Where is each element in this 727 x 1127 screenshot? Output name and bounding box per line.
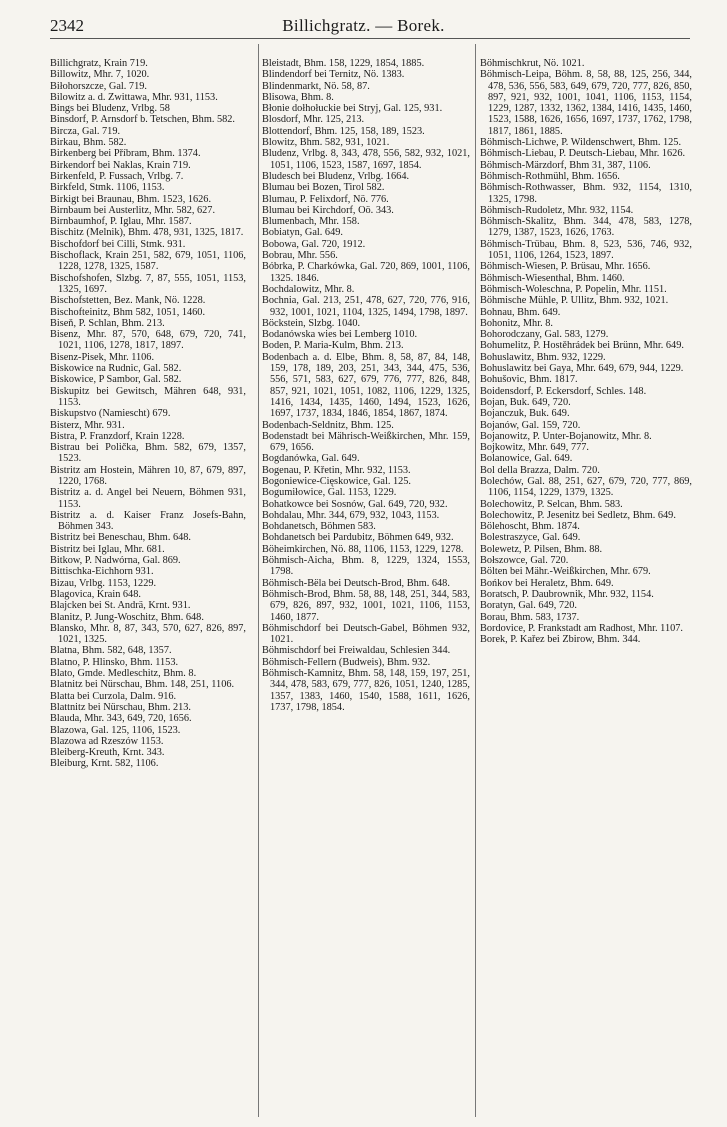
index-entry: Birkenfeld, P. Fussach, Vrlbg. 7.: [50, 170, 184, 182]
index-entry: Blisowa, Bhm. 8.: [262, 91, 334, 103]
index-entry: Bolechów, Gal. 88, 251, 627, 679, 720, 777, 869, 1106, 1154, 1229, 1379, 1325.: [480, 475, 692, 499]
index-entry: Bludesch bei Bludenz, Vrlbg. 1664.: [262, 170, 410, 182]
index-entry: Böhmisch-Wiesen, P. Brüsau, Mhr. 1656.: [480, 261, 651, 273]
index-entry: Bistrau bei Polička, Bhm. 582, 679, 1357, 1523.: [50, 442, 246, 465]
index-entry: Birkenberg bei Příbram, Bhm. 1374.: [50, 148, 201, 160]
index-entry: Boratyn, Gal. 649, 720.: [480, 600, 577, 612]
index-entry: Bolechowitz, P. Jesenitz bei Sedletz, Bhm. 649.: [480, 509, 676, 521]
index-entry: Blowitz, Bhm. 582, 931, 1021.: [262, 137, 390, 149]
index-entry: Bistritz bei Iglau, Mhr. 681.: [50, 543, 165, 555]
index-entry: Bolechowitz, P. Selcan, Bhm. 583.: [480, 498, 623, 510]
header-rule: [50, 38, 690, 39]
index-entry: Boidensdorf, P. Eckersdorf, Schles. 148.: [480, 385, 647, 397]
index-entry: Bońkov bei Heraletz, Bhm. 649.: [480, 577, 614, 589]
index-entry: Blatnitz bei Nürschau, Bhm. 148, 251, 1106.: [50, 679, 235, 691]
index-entry: Bobowa, Gal. 720, 1912.: [262, 238, 366, 250]
index-entry: Birkendorf bei Naklas, Krain 719.: [50, 159, 191, 171]
index-entry: Böhmischkrut, Nö. 1021.: [480, 58, 585, 69]
column-divider: [475, 44, 476, 1117]
page-number: 2342: [50, 16, 84, 35]
index-entry: Blumau, P. Felixdorf, Nö. 776.: [262, 193, 389, 205]
index-entry: Blajcken bei St. Andrä, Krnt. 931.: [50, 600, 191, 612]
index-entry: Bohušovic, Bhm. 1817.: [480, 374, 578, 386]
index-entry: Böhmisch-Brod, Bhm. 58, 88, 148, 251, 344, 583, 679, 826, 897, 932, 1001, 1021, 1106, 1153, 1460, 1877.: [262, 588, 470, 623]
index-entry: Bojan, Buk. 649, 720.: [480, 396, 571, 408]
index-entry: Bohdalau, Mhr. 344, 679, 932, 1043, 1153.: [262, 509, 440, 521]
index-entry: Bistra, P. Franzdorf, Krain 1228.: [50, 430, 185, 442]
index-entry: Bilowitz a. d. Zwittawa, Mhr. 931, 1153.: [50, 91, 218, 103]
index-entry: Bohuslawitz bei Gaya, Mhr. 649, 679, 944, 1229.: [480, 363, 684, 375]
index-entry: Birkigt bei Braunau, Bhm. 1523, 1626.: [50, 193, 212, 205]
index-entry: Blauda, Mhr. 343, 649, 720, 1656.: [50, 713, 192, 725]
index-entry: Blottendorf, Bhm. 125, 158, 189, 1523.: [262, 125, 425, 137]
index-entry: Böhmisch-Rudoletz, Mhr. 932, 1154.: [480, 204, 634, 216]
index-entry: Bołszowce, Gal. 720.: [480, 555, 569, 567]
index-entry: Bobrau, Mhr. 556.: [262, 250, 338, 262]
index-entry: Bischitz (Melnik), Bhm. 478, 931, 1325, 1817.: [50, 227, 244, 239]
index-entry: Bolewetz, P. Pilsen, Bhm. 88.: [480, 543, 603, 555]
index-entry: Bisterz, Mhr. 931.: [50, 419, 125, 431]
index-entry: Bolanowice, Gal. 649.: [480, 453, 573, 465]
index-entry: Billowitz, Mhr. 7, 1020.: [50, 69, 150, 81]
index-entry: Bohdanetsch bei Pardubitz, Böhmen 649, 932.: [262, 532, 454, 544]
index-entry: Bogoniewice-Cięskowice, Gal. 125.: [262, 475, 411, 487]
index-entry: Blansko, Mhr. 8, 87, 343, 570, 627, 826, 897, 1021, 1325.: [50, 622, 246, 646]
index-entry: Böhmischdorf bei Deutsch-Gabel, Böhmen 932, 1021.: [262, 622, 470, 646]
index-entry: Biskowice, P Sambor, Gal. 582.: [50, 374, 182, 386]
index-entry: Blazowa, Gal. 125, 1106, 1523.: [50, 724, 181, 736]
index-entry: Böhmisch-Skalitz, Bhm. 344, 478, 583, 1278, 1279, 1387, 1523, 1626, 1763.: [480, 216, 692, 239]
index-entry: Bogumiłowice, Gal. 1153, 1229.: [262, 487, 397, 499]
index-entry: Bisenz-Pisek, Mhr. 1106.: [50, 351, 155, 363]
index-entry: Bol della Brazza, Dalm. 720.: [480, 464, 600, 476]
index-entry: Billichgratz, Krain 719.: [50, 58, 148, 69]
index-entry: Blato, Gmde. Medleschitz, Bhm. 8.: [50, 668, 197, 680]
index-entry: Böhmisch-Wiesenthal, Bhm. 1460.: [480, 272, 625, 284]
index-entry: Böhmisch-Liebau, P. Deutsch-Liebau, Mhr. 1626.: [480, 148, 686, 160]
index-entry: Biskupstvo (Namiescht) 679.: [50, 408, 171, 420]
index-entry: Bings bei Bludenz, Vrlbg. 58: [50, 103, 170, 115]
index-column-3: [480, 58, 692, 645]
index-entry: Blattnitz bei Nürschau, Bhm. 213.: [50, 701, 191, 713]
index-entry: Bircza, Gal. 719.: [50, 125, 121, 137]
index-entry: Böheimkirchen, Nö. 88, 1106, 1153, 1229, 1278.: [262, 543, 464, 555]
index-entry: Böhmische Mühle, P. Ullitz, Bhm. 932, 1021.: [480, 295, 669, 307]
index-entry: Bochdalowitz, Mhr. 8.: [262, 283, 355, 295]
index-entry: Blatta bei Curzola, Dalm. 916.: [50, 690, 177, 702]
index-entry: Bitkow, P. Nadwórna, Gal. 869.: [50, 555, 181, 567]
index-entry: Böhmisch-Bëla bei Deutsch-Brod, Bhm. 648.: [262, 577, 450, 589]
index-entry: Bittischka-Eichhorn 931.: [50, 566, 154, 578]
index-entry: Bohuslawitz, Bhm. 932, 1229.: [480, 351, 606, 363]
index-entry: Bolestraszyce, Gal. 649.: [480, 532, 581, 544]
index-entry: Bojanów, Gal. 159, 720.: [480, 419, 581, 431]
index-entry: Blumau bei Kirchdorf, Oö. 343.: [262, 204, 394, 216]
index-entry: Birnbaum bei Austerlitz, Mhr. 582, 627.: [50, 204, 216, 216]
index-entry: Bleistadt, Bhm. 158, 1229, 1854, 1885.: [262, 58, 425, 69]
index-entry: Bizau, Vrlbg. 1153, 1229.: [50, 577, 157, 589]
index-entry: Böhmisch-Märzdorf, Bhm 31, 387, 1106.: [480, 159, 651, 171]
index-entry: Blanitz, P. Jung-Woschitz, Bhm. 648.: [50, 611, 204, 623]
index-entry: Böckstein, Slzbg. 1040.: [262, 317, 361, 329]
index-entry: Bludenz, Vrlbg. 8, 343, 478, 556, 582, 932, 1021, 1051, 1106, 1523, 1587, 1697, 1854.: [262, 148, 470, 171]
index-entry: Bohnau, Bhm. 649.: [480, 306, 561, 318]
index-entry: Bogenau, P. Křetin, Mhr. 932, 1153.: [262, 464, 411, 476]
column-divider: [258, 44, 259, 1117]
index-entry: Bohatkowce bei Sosnów, Gal. 649, 720, 932.: [262, 498, 448, 510]
index-entry: Birkau, Bhm. 582.: [50, 137, 127, 149]
index-entry: Borek, P. Kařez bei Zbirow, Bhm. 344.: [480, 634, 641, 646]
index-entry: Blindenmarkt, Nö. 58, 87.: [262, 80, 370, 92]
index-entry: Biłohorszcze, Gal. 719.: [50, 80, 147, 92]
index-entry: Birnbaumhof, P. Iglau, Mhr. 1587.: [50, 216, 192, 228]
index-entry: Bischofteinitz, Bhm 582, 1051, 1460.: [50, 306, 206, 318]
index-entry: Bohorodczany, Gal. 583, 1279.: [480, 329, 609, 341]
index-entry: Bischoflack, Krain 251, 582, 679, 1051, 1106, 1228, 1278, 1325, 1587.: [50, 250, 246, 273]
index-entry: Böhmisch-Woleschna, P. Popelin, Mhr. 1151.: [480, 283, 667, 295]
index-entry: Bojanowitz, P. Unter-Bojanowitz, Mhr. 8.: [480, 430, 652, 442]
index-entry: Böhmisch-Trübau, Bhm. 8, 523, 536, 746, 932, 1051, 1106, 1264, 1523, 1897.: [480, 238, 692, 262]
index-entry: Bóbrka, P. Charkówka, Gal. 720, 869, 1001, 1106, 1325. 1846.: [262, 261, 470, 284]
index-entry: Bistritz a. d. Kaiser Franz Josefs-Bahn, Böhmen 343.: [50, 509, 246, 533]
index-entry: Bodenbach-Seldnitz, Bhm. 125.: [262, 419, 394, 431]
index-entry: Blumenbach, Mhr. 158.: [262, 216, 360, 228]
index-entry: Biseň, P. Schlan, Bhm. 213.: [50, 317, 165, 329]
index-entry: Böhmisch-Rothwasser, Bhm. 932, 1154, 1310, 1325, 1798.: [480, 182, 692, 205]
index-entry: Bohumelitz, P. Hostěhrádek bei Brünn, Mhr. 649.: [480, 340, 684, 352]
index-entry: Bischofdorf bei Cilli, Stmk. 931.: [50, 238, 186, 250]
index-entry: Boden, P. Maria-Kulm, Bhm. 213.: [262, 340, 404, 352]
index-column-1: [50, 58, 246, 770]
index-entry: Binsdorf, P. Arnsdorf b. Tetschen, Bhm. 582.: [50, 114, 236, 126]
index-entry: Bojanczuk, Buk. 649.: [480, 408, 570, 420]
index-entry: Blindendorf bei Ternitz, Nö. 1383.: [262, 69, 405, 81]
index-entry: Bischofstetten, Bez. Mank, Nö. 1228.: [50, 295, 206, 307]
index-entry: Bobiatyn, Gal. 649.: [262, 227, 343, 239]
index-entry: Boratsch, P. Daubrownik, Mhr. 932, 1154.: [480, 588, 654, 600]
index-entry: Bleiburg, Krnt. 582, 1106.: [50, 758, 159, 770]
index-entry: Bistritz am Hostein, Mähren 10, 87, 679, 897, 1220, 1768.: [50, 464, 246, 487]
index-entry: Böhmischdorf bei Freiwaldau, Schlesien 344.: [262, 645, 451, 657]
index-entry: Bischofshofen, Slzbg. 7, 87, 555, 1051, 1153, 1325, 1697.: [50, 272, 246, 295]
index-entry: Bogdanówka, Gal. 649.: [262, 453, 360, 465]
index-entry: Böhmisch-Aicha, Bhm. 8, 1229, 1324, 1553, 1798.: [262, 555, 470, 578]
index-column-2: [262, 58, 470, 713]
index-entry: Blagovica, Krain 648.: [50, 588, 141, 600]
index-entry: Blatno, P. Hlinsko, Bhm. 1153.: [50, 656, 179, 668]
index-entry: Bodenbach a. d. Elbe, Bhm. 8, 58, 87, 84, 148, 159, 178, 189, 203, 251, 343, 344, 475, 536, 556, 571, 583, 627, 679, 776, 777, 826, 848, 857, 921, 1021, 1051, 1082, 1106, 1229, 1325, 1416, 1434, 1435, 1460, 1494, 1523, 1626, 1697, 1737, 1834, 1846, 1854, 1867, 1874.: [262, 351, 470, 420]
index-entry: Blazowa ad Rzeszów 1153.: [50, 735, 164, 747]
index-entry: Błonie dołhołuckie bei Stryj, Gal. 125, 931.: [262, 103, 443, 115]
index-entry: Biskowice na Rudnic, Gal. 582.: [50, 363, 182, 375]
index-entry: Bodenstadt bei Mährisch-Weißkirchen, Mhr. 159, 679, 1656.: [262, 430, 470, 454]
index-entry: Bojkowitz, Mhr. 649, 777.: [480, 442, 589, 454]
index-entry: Böhmisch-Leipa, Böhm. 8, 58, 88, 125, 256, 344, 478, 536, 556, 583, 649, 679, 720, 777, 826, 850, 897, 921, 932, 1001, 1041, 1106, 1153, 1154, 1229, 1287, 1332, 1362, 1384, 1416, 1435, 1460, 1523, 1588, 1626, 1656, 1697, 1737, 1762, 1798, 1817, 1861, 1885.: [480, 69, 692, 137]
index-entry: Borau, Bhm. 583, 1737.: [480, 611, 580, 623]
index-entry: Böhmisch-Rothmühl, Bhm. 1656.: [480, 170, 620, 182]
index-entry: Biskupitz bei Gewitsch, Mähren 648, 931, 1153.: [50, 385, 246, 408]
index-entry: Bölehoscht, Bhm. 1874.: [480, 521, 580, 533]
index-entry: Bisenz, Mhr. 87, 570, 648, 679, 720, 741, 1021, 1106, 1278, 1817, 1897.: [50, 329, 246, 352]
index-entry: Bistritz a. d. Angel bei Neuern, Böhmen 931, 1153.: [50, 487, 246, 510]
index-entry: Bleiberg-Kreuth, Krnt. 343.: [50, 747, 165, 759]
index-entry: Bohdanetsch, Böhmen 583.: [262, 521, 376, 533]
index-entry: Bistritz bei Beneschau, Bhm. 648.: [50, 532, 191, 544]
index-entry: Böhmisch-Lichwe, P. Wildenschwert, Bhm. 125.: [480, 137, 682, 149]
index-entry: Bodanówska wies bei Lemberg 1010.: [262, 329, 418, 341]
index-entry: Böhmisch-Kamnitz, Bhm. 58, 148, 159, 197, 251, 344, 478, 583, 679, 777, 826, 1051, 1240, 1285, 1357, 1383, 1460, 1540, 1588, 1611, 1626, 1737, 1798, 1854.: [262, 668, 470, 713]
index-entry: Blatna, Bhm. 582, 648, 1357.: [50, 645, 172, 657]
index-entry: Bochnia, Gal. 213, 251, 478, 627, 720, 776, 916, 932, 1001, 1021, 1104, 1325, 1494, 1798, 1897.: [262, 295, 470, 318]
index-entry: Bordovice, P. Frankstadt am Radhost, Mhr. 1107.: [480, 622, 683, 634]
index-entry: Blumau bei Bozen, Tirol 582.: [262, 182, 385, 194]
index-entry: Bölten bei Mähr.-Weißkirchen, Mhr. 679.: [480, 566, 651, 578]
index-entry: Böhmisch-Fellern (Budweis), Bhm. 932.: [262, 656, 431, 668]
index-entry: Birkfeld, Stmk. 1106, 1153.: [50, 182, 165, 194]
index-entry: Bohonitz, Mhr. 8.: [480, 317, 553, 329]
running-title: Billichgratz. — Borek.: [282, 16, 445, 35]
index-entry: Blosdorf, Mhr. 125, 213.: [262, 114, 365, 126]
